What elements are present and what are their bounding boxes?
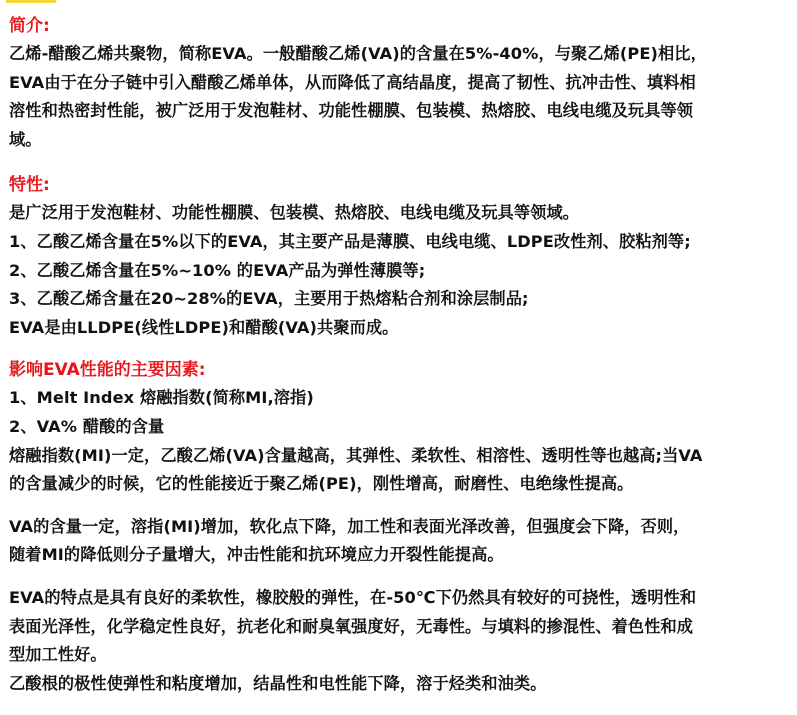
factors-line-1: 1、Melt Index 熔融指数(简称MI,溶指)	[9, 388, 314, 408]
intro-heading: 简介:	[9, 16, 50, 36]
properties-line-1: 是广泛用于发泡鞋材、功能性棚膜、包装模、热熔胶、电线电缆及玩具等领域。	[9, 203, 580, 223]
properties-heading: 特性:	[9, 175, 50, 196]
section-gap	[9, 154, 793, 171]
va-paragraph-line-1: VA的含量一定，溶指(MI)增加，软化点下降，加工性和表面光泽改善，但强度会下降，否则，	[9, 516, 690, 536]
intro-line-2: EVA由于在分子链中引入醋酸乙烯单体，从而降低了高结晶度，提高了韧性、抗冲击性、填料相	[9, 72, 696, 92]
factors-line-3: 熔融指数(MI)一定，乙酸乙烯(VA)含量越高，其弹性、柔软性、相溶性、透明性等也越高;当VA	[9, 445, 703, 465]
intro-line-1: 乙烯-醋酸乙烯共聚物，简称EVA。一般醋酸乙烯(VA)的含量在5%-40%，与聚乙烯(PE)相比，	[9, 44, 707, 63]
paragraph-gap	[9, 499, 793, 513]
factors-line-2: 2、VA% 醋酸的含量	[9, 416, 165, 436]
document-body	[9, 12, 793, 698]
properties-line-5: EVA是由LLDPE(线性LDPE)和醋酸(VA)共聚而成。	[9, 317, 399, 337]
top-accent-bar	[6, 0, 56, 3]
properties-line-3: 2、乙酸乙烯含量在5%~10% 的EVA产品为弹性薄膜等;	[9, 260, 426, 280]
intro-line-4: 域。	[9, 129, 42, 149]
va-paragraph-line-2: 随着MI的降低则分子量增大，冲击性能和抗环境应力开裂性能提高。	[9, 545, 504, 565]
properties-line-2: 1、乙酸乙烯含量在5%以下的EVA，其主要产品是薄膜、电线电缆、LDPE改性剂、胶粘剂等;	[9, 231, 691, 251]
factors-heading: 影响EVA性能的主要因素:	[9, 360, 206, 381]
properties-line-4: 3、乙酸乙烯含量在20~28%的EVA，主要用于热熔粘合剂和涂层制品;	[9, 289, 529, 309]
features-line-3: 型加工性好。	[9, 645, 107, 665]
intro-line-3: 溶性和热密封性能，被广泛用于发泡鞋材、功能性棚膜、包装模、热熔胶、电线电缆及玩具等领	[9, 101, 694, 121]
features-line-4: 乙酸根的极性使弹性和粘度增加，结晶性和电性能下降，溶于烃类和油类。	[9, 673, 547, 693]
factors-line-4: 的含量减少的时候，它的性能接近于聚乙烯(PE)，刚性增高，耐磨性、电绝缘性提高。	[9, 474, 634, 494]
section-gap	[9, 342, 793, 356]
paragraph-gap	[9, 570, 793, 584]
features-line-1: EVA的特点是具有良好的柔软性，橡胶般的弹性，在-50℃下仍然具有较好的可挠性，透明性和	[9, 587, 697, 607]
features-line-2: 表面光泽性，化学稳定性良好，抗老化和耐臭氧强度好，无毒性。与填料的掺混性、着色性和成	[9, 616, 694, 636]
